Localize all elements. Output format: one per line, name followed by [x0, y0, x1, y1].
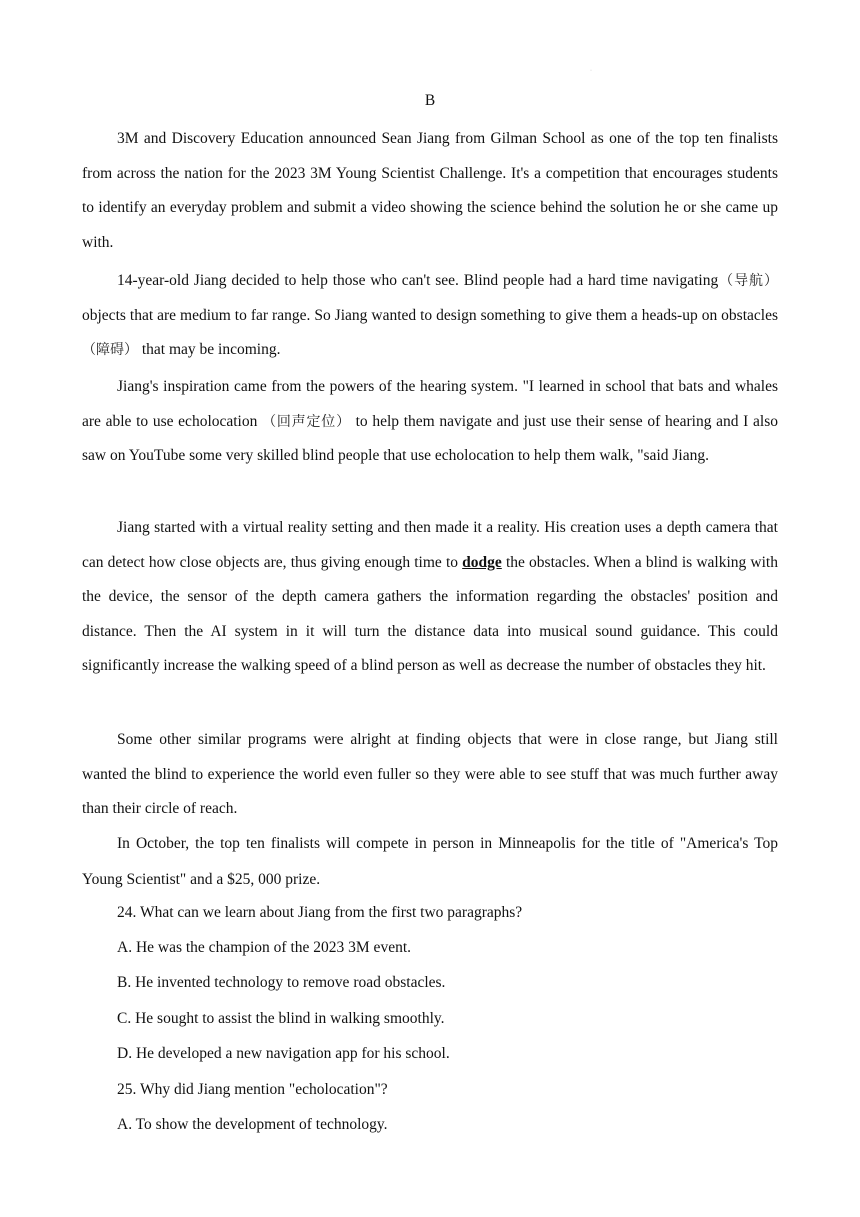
paragraph-3-text-a: Jiang's inspiration came from the powers of the hearing system. "I learned in school that bats and whales are able to use echolocation [82, 378, 778, 430]
paragraph-5-text: Some other similar programs were alright at finding objects that were in close range, but Jiang still wanted the blind to experience the world even fuller so they were able to see stuff that was much further away than their circle of reach. [82, 731, 778, 817]
question-25-option-a: A. To show the development of technology. [117, 1116, 388, 1133]
question-24-option-a: A. He was the champion of the 2023 3M event. [117, 939, 412, 956]
paragraph-5 [82, 723, 778, 827]
question-24-option-c: C. He sought to assist the blind in walking smoothly. [117, 1010, 445, 1027]
page-mark: · [590, 68, 592, 74]
paragraph-2 [82, 264, 778, 368]
paragraph-4-text-a: Jiang started with a virtual reality setting and then made it a reality. His creation uses a depth camera that can detect how close objects are, thus giving enough time to [82, 519, 778, 571]
question-24: 24. What can we learn about Jiang from the first two paragraphs? [117, 904, 523, 921]
paragraph-4-text-b: the obstacles. When a blind is walking with the device, the sensor of the depth camera gathers the information regarding the obstacles' position and distance. Then the AI system in it will turn the distance data into musical sound guidance. This could significantly increase the walking speed of a blind person as well as decrease the number of obstacles they hit. [82, 553, 778, 674]
paragraph-6 [82, 826, 778, 898]
paragraph-2-text-a: 14-year-old Jiang decided to help those who can't see. Blind people had a hard time navigating [117, 272, 719, 289]
paragraph-1-text: 3M and Discovery Education announced Sean Jiang from Gilman School as one of the top ten finalists from across the nation for the 2023 3M Young Scientist Challenge. It's a competition that encourages students to identify an everyday problem and submit a video showing the science behind the solution he or she came up with. [82, 130, 778, 251]
paragraph-6-text: In October, the top ten finalists will compete in person in Minneapolis for the title of "America's Top Young Scientist" and a $25, 000 prize. [82, 835, 778, 888]
paragraph-1 [82, 122, 778, 260]
question-24-option-b: B. He invented technology to remove road obstacles. [117, 974, 446, 991]
annotation-echolocation: （回声定位） [262, 413, 351, 430]
annotation-navigation: （导航） [718, 273, 778, 289]
section-title: B [424, 92, 436, 109]
annotation-obstacle: （障碍） [82, 342, 138, 358]
paragraph-4 [82, 511, 778, 684]
paragraph-3 [82, 370, 778, 474]
paragraph-2-text-b: objects that are medium to far range. So Jiang wanted to design something to give them a heads-up on obstacles [82, 306, 778, 324]
question-25: 25. Why did Jiang mention "echolocation"? [117, 1081, 388, 1098]
underlined-word-dodge: dodge [462, 553, 502, 571]
paragraph-2-text-c: that may be incoming. [138, 341, 281, 358]
paragraph-3-text-b: to help them navigate and just use their sense of hearing and I also saw on YouTube some very skilled blind people that use echolocation to help them walk, "said Jiang. [82, 412, 778, 464]
question-24-option-d: D. He developed a new navigation app for his school. [117, 1045, 450, 1062]
